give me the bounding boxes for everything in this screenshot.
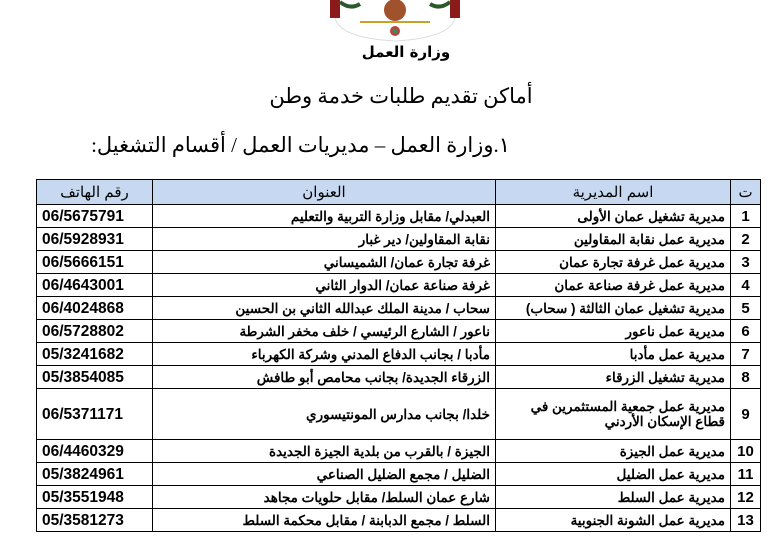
row-number: 2 [731,228,761,251]
table-row [37,274,761,297]
directorate-address: غرفة تجارة عمان/ الشميساني [153,251,496,274]
directorate-phone: 06/5675791 [37,205,153,228]
row-number: 3 [731,251,761,274]
table-row [37,440,761,463]
row-number: 9 [731,389,761,440]
directorate-phone: 06/4643001 [37,274,153,297]
table-row [37,389,761,440]
table-row [37,343,761,366]
row-number: 7 [731,343,761,366]
directorate-name: مديرية عمل مأدبا [496,343,731,366]
directorate-address: غرفة صناعة عمان/ الدوار الثاني [153,274,496,297]
directorate-phone: 06/5928931 [37,228,153,251]
directorate-address: مأدبا / بجانب الدفاع المدني وشركة الكهرباء [153,343,496,366]
directorate-phone: 05/3824961 [37,463,153,486]
directorate-name: مديرية عمل ناعور [496,320,731,343]
directorate-name: مديرية عمل السلط [496,486,731,509]
directorate-phone: 06/5728802 [37,320,153,343]
directorate-address: سحاب / مدينة الملك عبدالله الثاني بن الحسين [153,297,496,320]
directorate-phone: 05/3241682 [37,343,153,366]
directorate-name: مديرية عمل جمعية المستثمرين في قطاع الإسكان الأردني [496,389,731,440]
row-number: 13 [731,509,761,532]
directorate-name: مديرية عمل الجيزة [496,440,731,463]
table-row [37,463,761,486]
directorate-phone: 06/5371171 [37,389,153,440]
directorate-phone: 05/3854085 [37,366,153,389]
table-row [37,251,761,274]
column-header-name: اسم المديرية [496,180,731,205]
directorate-phone: 05/3551948 [37,486,153,509]
directorate-phone: 05/3581273 [37,509,153,532]
directorate-address: الزرقاء الجديدة/ بجانب محامص أبو طافش [153,366,496,389]
directorate-address: السلط / مجمع الدبابنة / مقابل محكمة السلط [153,509,496,532]
table-row [37,205,761,228]
directorate-name: مديرية تشغيل الزرقاء [496,366,731,389]
jordan-coat-of-arms-logo [320,0,470,42]
column-header-phone: رقم الهاتف [37,180,153,205]
directorate-name: مديرية عمل غرفة صناعة عمان [496,274,731,297]
table-row [37,228,761,251]
directorate-name: مديرية عمل الضليل [496,463,731,486]
directorate-phone: 06/4460329 [37,440,153,463]
directorate-address: شارع عمان السلط/ مقابل حلويات مجاهد [153,486,496,509]
directorate-address: الضليل / مجمع الضليل الصناعي [153,463,496,486]
directorate-address: العبدلي/ مقابل وزارة التربية والتعليم [153,205,496,228]
ministry-name: وزارة العمل [361,43,451,61]
row-number: 8 [731,366,761,389]
table-row [37,320,761,343]
table-row [37,366,761,389]
directorate-phone: 06/5666151 [37,251,153,274]
row-number: 6 [731,320,761,343]
column-header-address: العنوان [153,180,496,205]
directorate-name: مديرية تشغيل عمان الثالثة ( سحاب) [496,297,731,320]
directorate-name: مديرية تشغيل عمان الأولى [496,205,731,228]
directorate-address: نقابة المقاولين/ دير غبار [153,228,496,251]
directorate-address: خلدا/ بجانب مدارس المونتيسوري [153,389,496,440]
table-row [37,297,761,320]
row-number: 12 [731,486,761,509]
row-number: 5 [731,297,761,320]
directorate-address: ناعور / الشارع الرئيسي / خلف مخفر الشرطة [153,320,496,343]
row-number: 1 [731,205,761,228]
table-header-row [37,180,761,205]
row-number: 10 [731,440,761,463]
column-header-number: ت [731,180,761,205]
directorate-name: مديرية عمل غرفة تجارة عمان [496,251,731,274]
directorate-address: الجيزة / بالقرب من بلدية الجيزة الجديدة [153,440,496,463]
table-row [37,486,761,509]
page-title: أماكن تقديم طلبات خدمة وطن [269,84,533,108]
directorate-phone: 06/4024868 [37,297,153,320]
table-row [37,509,761,532]
directorate-name: مديرية عمل الشونة الجنوبية [496,509,731,532]
directorate-name: مديرية عمل نقابة المقاولين [496,228,731,251]
directorates-table [36,179,761,532]
row-number: 4 [731,274,761,297]
row-number: 11 [731,463,761,486]
section-heading: ١.وزارة العمل – مديريات العمل / أقسام التشغيل: [91,133,510,157]
